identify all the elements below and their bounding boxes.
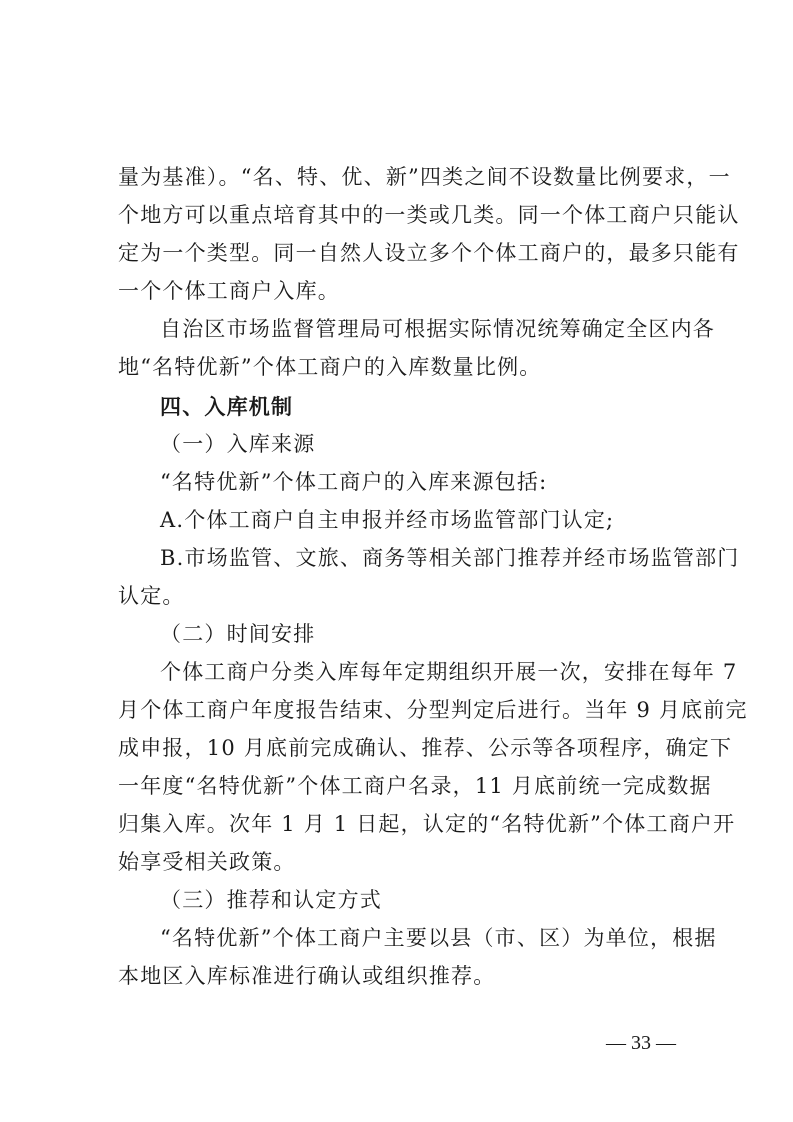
body-text-line: 定为一个类型。同一自然人设立多个个体工商户的，最多只能有	[118, 241, 740, 265]
paragraph-first-line: “名特优新”个体工商户主要以县（市、区）为单位，根据	[160, 926, 717, 950]
subsection-heading: （一）入库来源	[160, 432, 316, 456]
paragraph-first-line: “名特优新”个体工商户的入库来源包括:	[160, 470, 548, 494]
page-number: — 33 —	[606, 1032, 676, 1054]
body-text-line: 归集入库。次年 1 月 1 日起，认定的“名特优新”个体工商户开	[118, 812, 736, 836]
body-text-line: 本地区入库标准进行确认或组织推荐。	[118, 964, 496, 988]
body-text-line: 认定。	[118, 584, 185, 608]
body-text-line: 量为基准）。“名、特、优、新”四类之间不设数量比例要求，一	[118, 165, 731, 189]
body-text-line: 始享受相关政策。	[118, 850, 296, 874]
paragraph-first-line: 个体工商户分类入库每年定期组织开展一次，安排在每年 7	[160, 660, 738, 684]
paragraph-first-line: 自治区市场监督管理局可根据实际情况统筹确定全区内各	[160, 317, 715, 341]
body-text-line: 成申报，10 月底前完成确认、推荐、公示等各项程序，确定下	[118, 736, 733, 760]
body-text-line: 月个体工商户年度报告结束、分型判定后进行。当年 9 月底前完	[118, 698, 748, 722]
body-text-line: 地“名特优新”个体工商户的入库数量比例。	[118, 355, 542, 379]
list-item: B.市场监管、文旅、商务等相关部门推荐并经市场监管部门	[160, 546, 740, 570]
section-heading: 四、入库机制	[160, 395, 294, 419]
body-text-line: 一年度“名特优新”个体工商户名录，11 月底前统一完成数据	[118, 774, 712, 798]
subsection-heading: （二）时间安排	[160, 622, 316, 646]
list-item: A.个体工商户自主申报并经市场监管部门认定;	[160, 508, 615, 532]
subsection-heading: （三）推荐和认定方式	[160, 888, 382, 912]
body-text-line: 一个个体工商户入库。	[118, 279, 340, 303]
body-text-line: 个地方可以重点培育其中的一类或几类。同一个体工商户只能认	[118, 203, 740, 227]
